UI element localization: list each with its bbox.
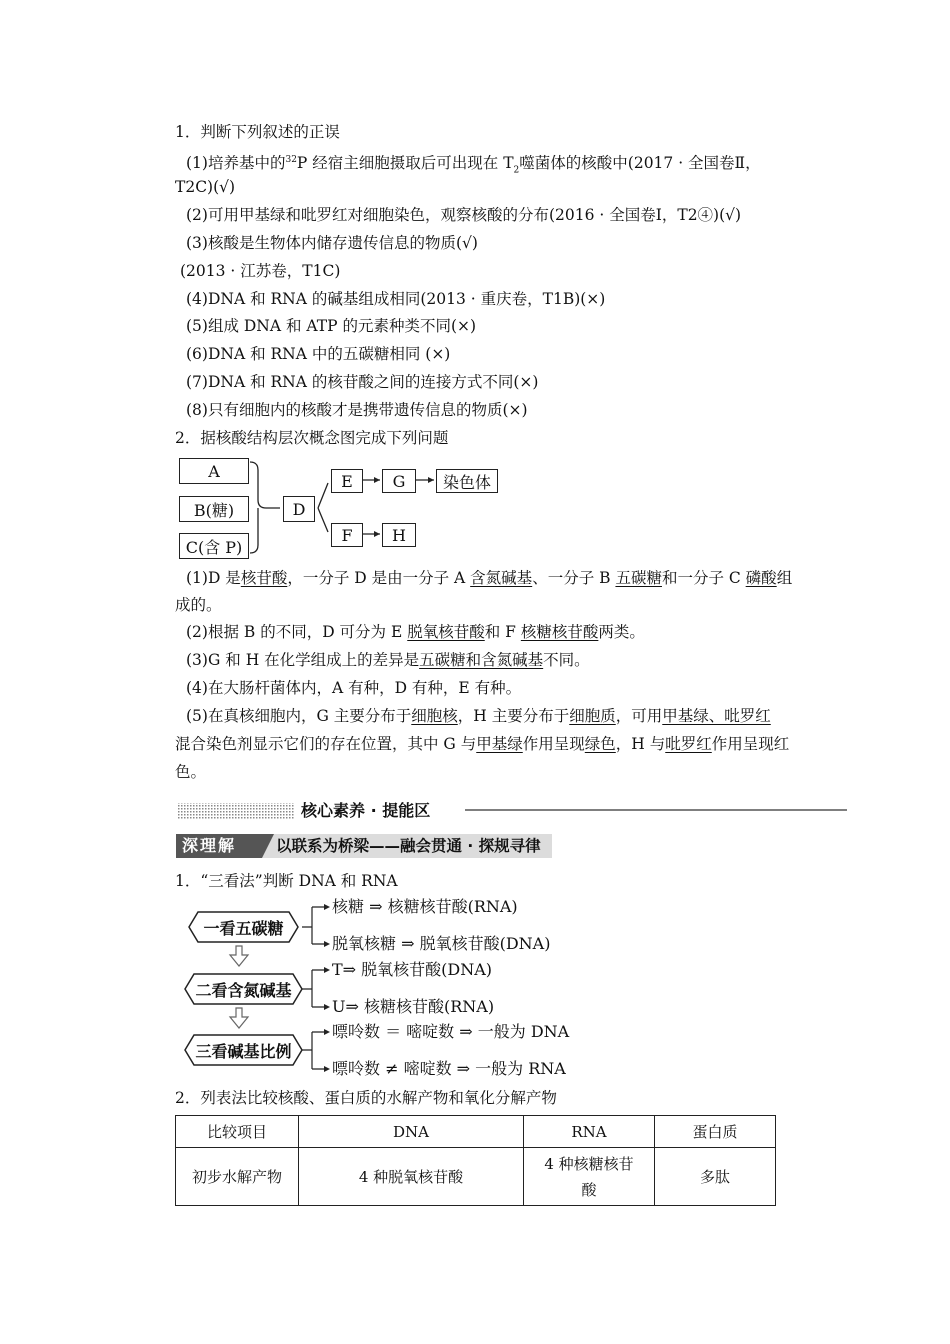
- node-b: B(糖): [179, 496, 249, 522]
- judgement-item-8: (8)只有细胞内的核酸才是携带遗传信息的物质(×): [186, 401, 528, 419]
- table-header: DNA: [299, 1116, 524, 1148]
- section2-title: 2．据核酸结构层次概念图完成下列问题: [175, 429, 449, 447]
- section4-title: 2．列表法比较核酸、蛋白质的水解产物和氧化分解产物: [175, 1089, 557, 1107]
- node-h: H: [382, 523, 416, 547]
- judgement-item-7: (7)DNA 和 RNA 的核苷酸之间的连接方式不同(×): [186, 373, 539, 391]
- step-3-unequal: 嘌呤数 ≠ 嘧啶数 ⇒ 一般为 RNA: [332, 1059, 566, 1078]
- question-2: (2)根据 B 的不同，D 可分为 E 脱氧核苷酸和 F 核糖核苷酸两类。: [186, 623, 645, 641]
- judgement-item-6: (6)DNA 和 RNA 中的五碳糖相同 (×): [186, 345, 451, 363]
- table-cell: 多肽: [655, 1148, 776, 1206]
- table-header-row: [176, 1116, 776, 1148]
- table-cell: 4 种核糖核苷 酸: [524, 1148, 655, 1206]
- step-1-label: 一看五碳糖: [203, 918, 284, 938]
- comparison-table: [175, 1115, 776, 1206]
- judgement-item-2: (2)可用甲基绿和吡罗红对细胞染色，观察核酸的分布(2016 · 全国卷Ⅰ，T2④)(√): [186, 206, 742, 224]
- judgement-item-5: (5)组成 DNA 和 ATP 的元素种类不同(×): [186, 317, 477, 335]
- judgement-item-1-cont: T2C)(√): [175, 178, 236, 196]
- question-5: (5)在真核细胞内，G 主要分布于细胞核，H 主要分布于细胞质，可用甲基绿、吡罗红: [186, 707, 771, 725]
- judgement-item-1: (1)培养基中的$^{32}$P 经宿主细胞摄取后可出现在 $T_2$噬菌体的核酸中(2017 · 全国卷Ⅱ，: [186, 154, 761, 176]
- question-1: (1)D 是核苷酸，一分子 D 是由一分子 A 含氮碱基、一分子 B 五碳糖和一分子 C 磷酸组: [186, 569, 793, 587]
- judgement-item-3: (3)核酸是生物体内储存遗传信息的物质(√): [186, 234, 478, 252]
- table-header: 比较项目: [176, 1116, 299, 1148]
- question-5-cont: 混合染色剂显示它们的存在位置，其中 G 与甲基绿作用呈现绿色，H 与吡罗红作用呈现红: [175, 735, 790, 753]
- step-1-ribose: 核糖 ⇒ 核糖核苷酸(RNA): [332, 897, 518, 916]
- node-a: A: [179, 458, 249, 484]
- table-cell: 初步水解产物: [176, 1148, 299, 1206]
- question-1-cont: 成的。: [175, 596, 222, 614]
- node-c: C(含 P): [179, 533, 249, 559]
- step-2-label: 二看含氮碱基: [195, 980, 292, 1000]
- table-cell: 4 种脱氧核苷酸: [299, 1148, 524, 1206]
- node-f: F: [331, 523, 363, 547]
- step-3-equal: 嘌呤数 ＝ 嘧啶数 ⇒ 一般为 DNA: [332, 1022, 570, 1041]
- judgement-item-3-source: (2013 · 江苏卷，T1C): [180, 262, 341, 280]
- table-header: 蛋白质: [655, 1116, 776, 1148]
- section1-title: 1．判断下列叙述的正误: [175, 123, 340, 141]
- band-tag: 深理解: [176, 834, 262, 858]
- step-1-deoxyribose: 脱氧核糖 ⇒ 脱氧核苷酸(DNA): [332, 934, 551, 953]
- node-e: E: [331, 469, 363, 493]
- node-d: D: [283, 496, 315, 522]
- node-chromosome: 染色体: [436, 469, 498, 493]
- section3-title: 1．“三看法”判断 DNA 和 RNA: [175, 872, 398, 890]
- band-text: 以联系为桥梁——融会贯通 · 探规寻律: [276, 837, 541, 855]
- judgement-item-4: (4)DNA 和 RNA 的碱基组成相同(2013 · 重庆卷，T1B)(×): [186, 290, 606, 308]
- step-2-thymine: T⇒ 脱氧核苷酸(DNA): [332, 960, 493, 979]
- step-3-label: 三看碱基比例: [195, 1041, 292, 1061]
- question-4: (4)在大肠杆菌体内，A 有种，D 有种，E 有种。: [186, 679, 522, 697]
- question-3: (3)G 和 H 在化学组成上的差异是五碳糖和含氮碱基不同。: [186, 651, 590, 669]
- node-g: G: [382, 469, 416, 493]
- core-section-title: 核心素养 · 提能区: [301, 801, 431, 820]
- table-row: [176, 1148, 776, 1206]
- table-header: RNA: [524, 1116, 655, 1148]
- question-5-end: 色。: [175, 763, 207, 781]
- step-2-uracil: U⇒ 核糖核苷酸(RNA): [332, 997, 495, 1016]
